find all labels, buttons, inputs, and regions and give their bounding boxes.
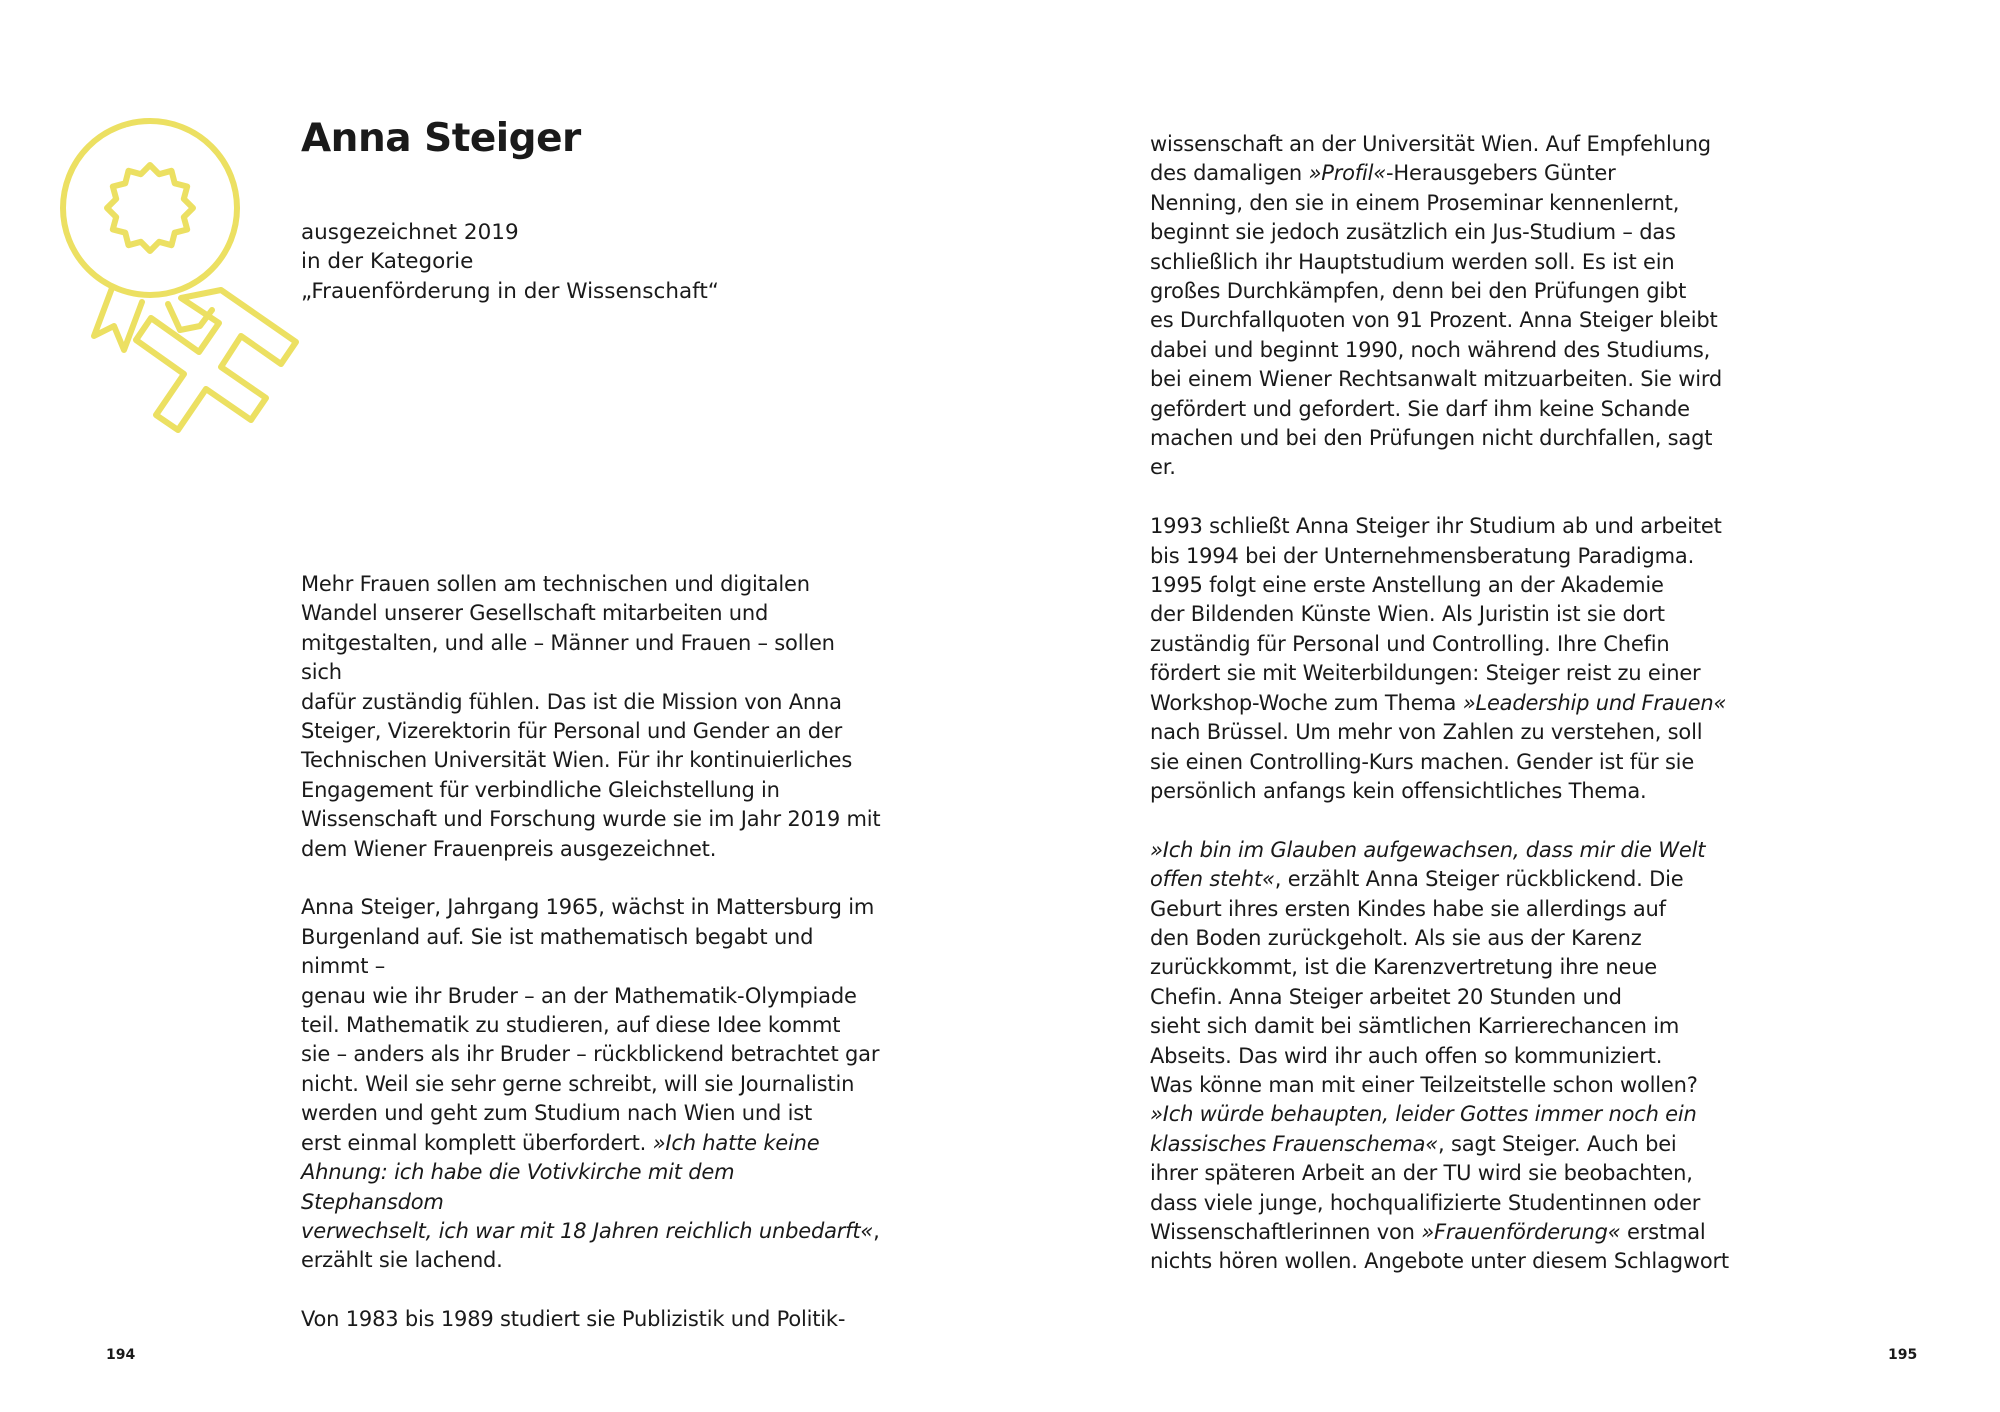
text-run: Von 1983 bis 1989 studiert sie Publizistik und Politik- — [301, 1307, 846, 1332]
text-run: , erzählt sie lachend. — [301, 1218, 880, 1273]
italic-quote: »Ich würde behaupten, leider Gottes immer noch ein klassisches Frauenschema« — [1150, 1102, 1697, 1156]
award-subtitle: ausgezeichnet 2019 in der Kategorie „Frauenförderung in der Wissenschaft“ — [301, 220, 719, 304]
venus-cross — [136, 290, 296, 430]
italic-quote: »Ich bin im Glauben aufgewachsen, dass mir die Welt offen steht« — [1150, 837, 1706, 892]
body-paragraph — [301, 1305, 881, 1334]
award-rosette — [107, 165, 193, 251]
text-run: , sagt Steiger. Auch bei ihrer späteren Arbeit an der TU wird sie beobachten, dass viele junge, hochqualifizierte Studentinnen oder Wissenschaftlerinnen von — [1150, 1131, 1701, 1244]
page-number: 195 — [1888, 1347, 1918, 1363]
page-number: 194 — [106, 1347, 136, 1363]
text-run: Anna Steiger, Jahrgang 1965, wächst in Mattersburg im Burgenland auf. Sie ist mathematisch begabt und nimmt – genau wie ihr Bruder – an der Mathematik-Olympiade teil. Mathematik zu studieren, auf diese Idee kommt sie – anders als ihr Bruder – rückblickend betrachtet gar nicht. Weil sie sehr gerne schreibt, will sie Journalistin werden und geht zum Studium nach Wien und ist erst einmal komplett überfordert. — [301, 895, 880, 1155]
venus-rosette-award-icon — [56, 118, 316, 468]
page-title: Anna Steiger — [301, 116, 581, 161]
right-page — [1000, 0, 2000, 1412]
text-run: wissenschaft an der Universität Wien. Auf Empfehlung des damaligen — [1150, 132, 1711, 186]
body-paragraph — [1150, 512, 1730, 806]
right-text-column — [1150, 130, 1730, 1306]
text-run: -Herausgebers Günter Nenning, den sie in einem Proseminar kennenlernt, beginnt sie jedoch zusätzlich ein Jus-Studium – das schließlich ihr Hauptstudium werden soll. Es ist ein großes Durchkämpfen, denn bei den Prüfungen gibt es Durchfallquoten von 91 Prozent. Anna Steiger bleibt dabei und beginnt 1990, noch während des Studiums, bei einem Wiener Rechtsanwalt mitzuarbeiten. Sie wird gefördert und gefordert. Sie darf ihm keine Schande machen und bei den Prüfungen nicht durchfallen, sagt er. — [1150, 161, 1723, 480]
italic-quote: »Leadership und Frauen« — [1462, 690, 1727, 715]
text-run: , erzählt Anna Steiger rückblickend. Die Geburt ihres ersten Kindes habe sie allerdings auf den Boden zurückgeholt. Als sie aus der Karenz zurückkommt, ist die Karenzvertretung ihre neue Chefin. Anna Steiger arbeitet 20 Stunden und sieht sich damit bei sämtlichen Karrierechancen im Abseits. Das wird ihr auch offen so kommuniziert. Was könne man mit einer Teilzeitstelle schon wollen? — [1150, 867, 1698, 1097]
italic-quote: »Ich hatte keine Ahnung: ich habe die Votivkirche mit dem Stephansdom verwechselt, ich war mit 18 Jahren reichlich unbedarft« — [301, 1130, 874, 1243]
body-paragraph — [1150, 130, 1730, 483]
left-text-column — [301, 570, 881, 1364]
award-outer-ring — [63, 121, 237, 295]
italic-quote: »Profil« — [1308, 161, 1387, 186]
body-paragraph — [301, 570, 881, 864]
text-run: 1993 schließt Anna Steiger ihr Studium ab und arbeitet bis 1994 bei der Unternehmensberatung Paradigma. 1995 folgt eine erste Anstellung an der Akademie der Bildenden Künste Wien. Als Juristin ist sie dort zuständig für Personal und Controlling. Ihre Chefin fördert sie mit Weiterbildungen: Steiger reist zu einer Workshop-Woche zum Thema — [1150, 514, 1722, 715]
italic-quote: »Frauenförderung« — [1421, 1220, 1621, 1244]
text-run: nach Brüssel. Um mehr von Zahlen zu verstehen, soll sie einen Controlling-Kurs machen. Gender ist für sie persönlich anfangs kein offensichtliches Thema. — [1150, 720, 1703, 803]
text-run: erstmal nichts hören wollen. Angebote unter diesem Schlagwort — [1150, 1220, 1729, 1274]
body-paragraph — [301, 893, 881, 1275]
body-paragraph — [1150, 836, 1730, 1277]
text-run: Mehr Frauen sollen am technischen und digitalen Wandel unserer Gesellschaft mitarbeiten und mitgestalten, und alle – Männer und Frauen – sollen sich dafür zuständig fühlen. Das ist die Mission von Anna Steiger, Vizerektorin für Personal und Gender an der Technischen Universität Wien. Für ihr kontinuierliches Engagement für verbindliche Gleichstellung in Wissenschaft und Forschung wurde sie im Jahr 2019 mit dem Wiener Frauenpreis ausgezeichnet. — [301, 572, 881, 861]
